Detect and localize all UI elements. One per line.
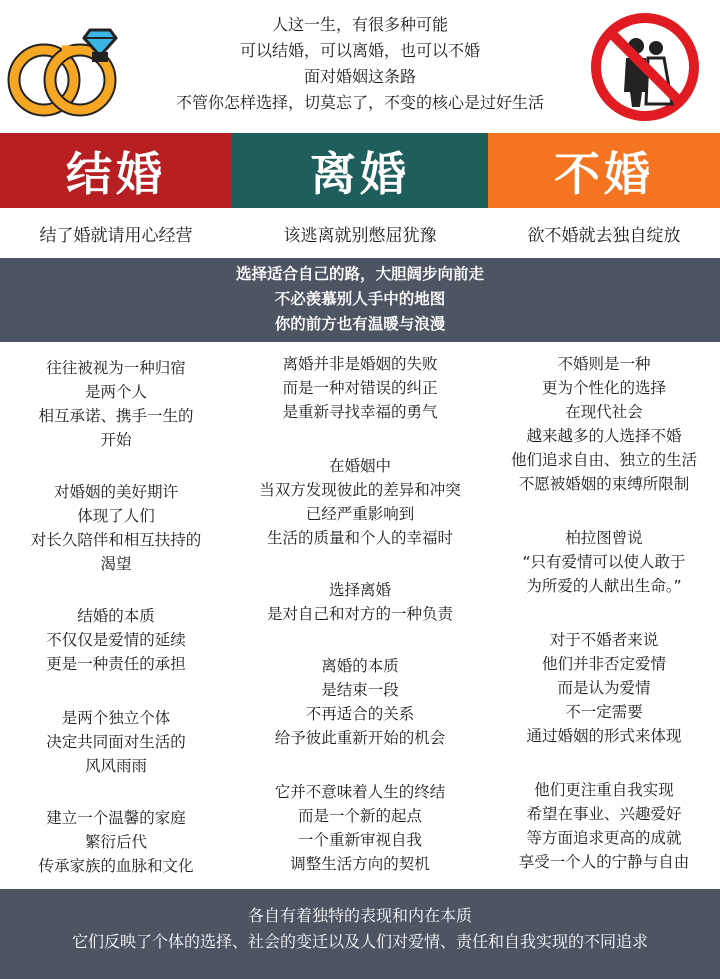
text-line: 建立一个温馨的家庭 <box>46 809 186 827</box>
paragraph <box>488 778 720 874</box>
text-line: 离婚的本质 <box>321 657 399 675</box>
content-columns <box>0 342 720 889</box>
subtitle-single: 欲不婚就去独自绽放 <box>527 225 681 246</box>
band-marry: 结婚 <box>0 133 232 208</box>
text-line: 在现代社会 <box>565 403 643 421</box>
paragraph <box>0 604 232 676</box>
text-line: 调整生活方向的契机 <box>290 855 430 873</box>
text-line: 选择离婚 <box>328 581 391 599</box>
text-line: 繁衍后代 <box>84 833 147 851</box>
text-line: 他们追求自由、独立的生活 <box>510 451 697 469</box>
text-line: 是重新寻找幸福的勇气 <box>282 403 438 421</box>
category-bands <box>0 133 720 208</box>
text-line: 更为个性化的选择 <box>541 379 666 397</box>
text-line: 他们更注重自我实现 <box>534 781 674 799</box>
footer-banner <box>0 889 720 979</box>
text-line: 越来越多的人选择不婚 <box>526 427 682 445</box>
paragraph <box>232 654 488 750</box>
intro-line: 人这一生，有很多种可能 <box>271 15 448 34</box>
text-line: 柏拉图曾说 <box>565 529 643 547</box>
text-line: 对婚姻的美好期许 <box>53 483 178 501</box>
footer-line: 它们反映了个体的选择、社会的变迁以及人们对爱情、责任和自我实现的不同追求 <box>71 932 648 951</box>
paragraph <box>0 806 232 878</box>
text-line: 对长久陪伴和相互扶持的 <box>30 531 202 549</box>
intro-text <box>120 12 600 116</box>
text-line: 为所爱的人献出生命。” <box>526 577 682 595</box>
text-line: 结婚的本质 <box>77 607 155 625</box>
text-line: 不愿被婚姻的束缚所限制 <box>518 475 690 493</box>
subtitle-marry: 结了婚就请用心经营 <box>39 225 193 246</box>
wedding-rings-icon <box>4 8 122 126</box>
middle-line: 不必羡慕别人手中的地图 <box>274 290 446 308</box>
text-line: 而是一个新的起点 <box>297 807 422 825</box>
intro-line: 可以结婚，可以离婚，也可以不婚 <box>239 41 480 60</box>
text-line: 通过婚姻的形式来体现 <box>526 727 682 745</box>
text-line: 往往被视为一种归宿 <box>46 359 186 377</box>
text-line: 而是认为爱情 <box>557 679 651 697</box>
no-marriage-sign-icon <box>590 12 700 122</box>
text-line: 开始 <box>100 431 132 449</box>
text-line: 对于不婚者来说 <box>549 631 659 649</box>
text-line: 传承家族的血脉和文化 <box>38 857 194 875</box>
text-line: 不婚则是一种 <box>557 355 651 373</box>
intro-line: 不管你怎样选择，切莫忘了，不变的核心是过好生活 <box>175 93 544 112</box>
band-divorce: 离婚 <box>232 133 488 208</box>
paragraph <box>232 578 488 626</box>
text-line: 而是一种对错误的纠正 <box>282 379 438 397</box>
intro-line: 面对婚姻这条路 <box>303 67 416 86</box>
text-line: “只有爱情可以使人敢于 <box>522 553 686 571</box>
paragraph <box>488 352 720 496</box>
middle-line: 选择适合自己的路，大胆阔步向前走 <box>235 265 484 283</box>
text-line: 不一定需要 <box>565 703 643 721</box>
paragraph <box>488 628 720 748</box>
text-line: 渴望 <box>100 555 132 573</box>
paragraph <box>0 706 232 778</box>
paragraph <box>232 454 488 550</box>
text-line: 是结束一段 <box>321 681 399 699</box>
text-line: 享受一个人的宁静与自由 <box>518 853 690 871</box>
text-line: 是对自己和对方的一种负责 <box>266 605 453 623</box>
text-line: 等方面追求更高的成就 <box>526 829 682 847</box>
middle-line: 你的前方也有温暖与浪漫 <box>274 315 446 333</box>
middle-banner <box>0 258 720 342</box>
subtitle-divorce: 该逃离就别憋屈犹豫 <box>283 225 437 246</box>
text-line: 是两个人 <box>84 383 147 401</box>
text-line: 体现了人们 <box>77 507 155 525</box>
text-line: 希望在事业、兴趣爱好 <box>526 805 682 823</box>
text-line: 离婚并非是婚姻的失败 <box>282 355 438 373</box>
text-line: 生活的质量和个人的幸福时 <box>266 529 453 547</box>
text-line: 不再适合的关系 <box>305 705 415 723</box>
text-line: 它并不意味着人生的终结 <box>274 783 446 801</box>
text-line: 在婚姻中 <box>328 457 391 475</box>
subtitles <box>0 208 720 258</box>
text-line: 一个重新审视自我 <box>297 831 422 849</box>
text-line: 风风雨雨 <box>84 757 147 775</box>
footer-line: 各自有着独特的表现和内在本质 <box>247 906 472 925</box>
paragraph <box>0 356 232 452</box>
text-line: 相互承诺、携手一生的 <box>38 407 194 425</box>
paragraph <box>232 780 488 876</box>
text-line: 不仅仅是爱情的延续 <box>46 631 186 649</box>
band-single: 不婚 <box>488 133 720 208</box>
paragraph <box>232 352 488 424</box>
header <box>0 0 720 133</box>
text-line: 当双方发现彼此的差异和冲突 <box>259 481 461 499</box>
text-line: 更是一种责任的承担 <box>46 655 186 673</box>
text-line: 是两个独立个体 <box>61 709 171 727</box>
text-line: 已经严重影响到 <box>305 505 415 523</box>
text-line: 给予彼此重新开始的机会 <box>274 729 446 747</box>
text-line: 他们并非否定爱情 <box>541 655 666 673</box>
text-line: 决定共同面对生活的 <box>46 733 186 751</box>
paragraph <box>0 480 232 576</box>
paragraph <box>488 526 720 598</box>
